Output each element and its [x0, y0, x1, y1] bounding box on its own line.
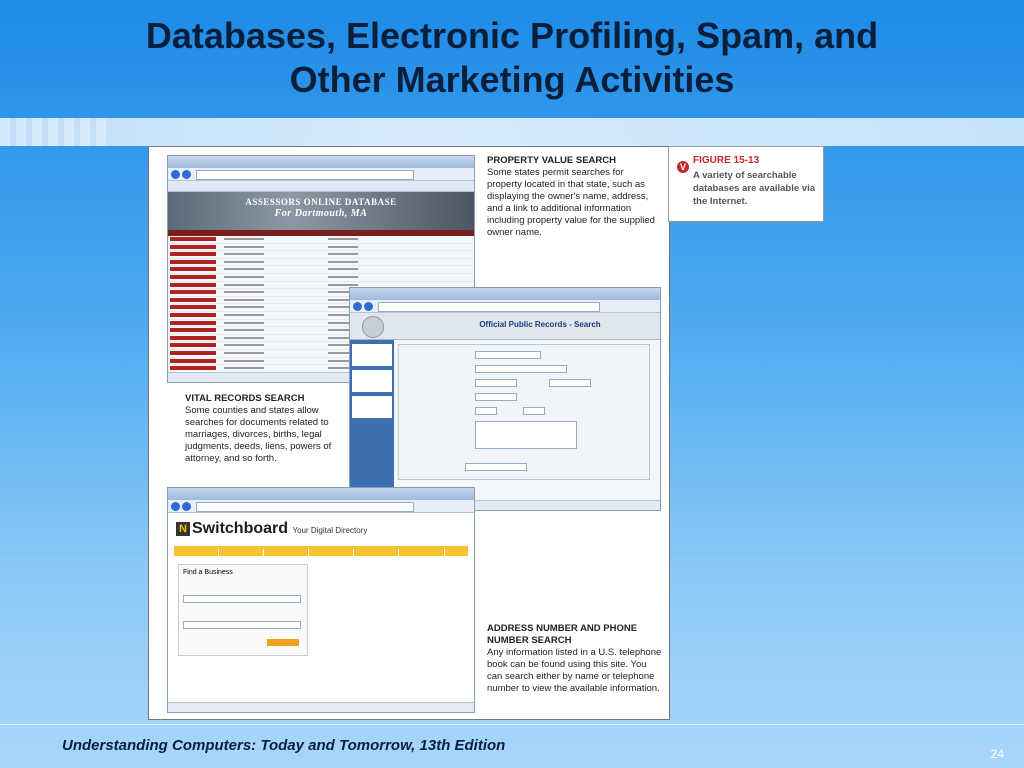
location-field[interactable] — [183, 621, 301, 629]
tab-item[interactable] — [174, 549, 219, 559]
property-body: Some states permit searches for property located in that state, such as displaying the owner's name, address, and a link to additional information including property value for the supplied owner name. — [487, 167, 655, 238]
switchboard-browser-window — [167, 487, 475, 713]
sidebar-box[interactable] — [352, 344, 392, 366]
instrument-number-field[interactable] — [465, 463, 527, 471]
business-search-box — [178, 564, 308, 656]
table-row[interactable] — [168, 244, 474, 252]
slide-title — [40, 14, 984, 102]
tab-item[interactable] — [264, 549, 309, 559]
sidebar-box[interactable] — [352, 370, 392, 392]
date-from-field[interactable] — [475, 379, 517, 387]
assessors-banner-subtitle: For Dartmouth, MA — [274, 208, 368, 219]
figure-label: FIGURE 15-13 — [693, 155, 760, 166]
business-name-field[interactable] — [183, 595, 301, 603]
records-browser-window — [349, 287, 661, 511]
vital-annotation — [185, 393, 345, 465]
back-icon[interactable] — [171, 170, 180, 179]
table-row[interactable] — [168, 259, 474, 267]
book-field[interactable] — [475, 407, 497, 415]
page-field[interactable] — [523, 407, 545, 415]
decorative-band — [0, 118, 1024, 146]
instrument-field[interactable] — [475, 393, 517, 401]
party-type-field[interactable] — [475, 365, 567, 373]
table-row[interactable] — [168, 236, 474, 244]
address-bar[interactable] — [196, 170, 414, 180]
date-to-field[interactable] — [549, 379, 591, 387]
status-bar — [168, 702, 474, 712]
switchboard-logo-text: Switchboard — [192, 520, 289, 537]
address-body: Any information listed in a U.S. telephone book can be found using this site. You can search either by name or telephone number to view the available information. — [487, 647, 662, 694]
forward-icon[interactable] — [182, 502, 191, 511]
address-heading: ADDRESS NUMBER AND PHONE NUMBER SEARCH — [487, 623, 638, 646]
page-number: 24 — [990, 747, 1004, 761]
tab-item[interactable] — [354, 549, 399, 559]
back-icon[interactable] — [171, 502, 180, 511]
switchboard-logo: N Switchboard Your Digital Directory — [176, 520, 367, 538]
footer-divider — [0, 724, 1024, 725]
property-annotation — [487, 155, 661, 239]
back-icon[interactable] — [353, 302, 362, 311]
switchboard-tagline: Your Digital Directory — [292, 526, 368, 535]
window-titlebar — [168, 156, 474, 168]
switchboard-tabs — [174, 546, 468, 556]
search-button[interactable] — [267, 639, 299, 646]
assessors-banner — [168, 192, 474, 230]
forward-icon[interactable] — [364, 302, 373, 311]
county-seal-icon — [362, 316, 384, 338]
tab-item[interactable] — [399, 549, 444, 559]
window-titlebar — [350, 288, 660, 300]
table-row[interactable] — [168, 251, 474, 259]
address-bar[interactable] — [378, 302, 600, 312]
tab-item[interactable] — [219, 549, 264, 559]
forward-icon[interactable] — [182, 170, 191, 179]
vital-body: Some counties and states allow searches for documents related to marriages, divorces, births, legal judgments, deeds, liens, powers of attorney, and so forth. — [185, 405, 332, 464]
browser-tabs — [168, 181, 474, 192]
address-annotation — [487, 623, 663, 695]
business-search-heading: Find a Business — [183, 569, 233, 576]
figure-marker-icon: V — [677, 161, 689, 173]
records-header — [350, 313, 660, 340]
slide-title-line2: Other Marketing Activities — [289, 59, 735, 100]
window-titlebar — [168, 488, 474, 500]
browser-navbar — [350, 300, 660, 313]
document-type-list[interactable] — [475, 421, 577, 449]
tab-item[interactable] — [309, 549, 354, 559]
address-bar[interactable] — [196, 502, 414, 512]
sidebar-box[interactable] — [352, 396, 392, 418]
figure-caption — [668, 146, 824, 222]
records-sidebar — [350, 340, 394, 501]
records-search-form — [398, 344, 650, 480]
slide-title-line1: Databases, Electronic Profiling, Spam, and — [145, 15, 879, 56]
property-heading: PROPERTY VALUE SEARCH — [487, 155, 616, 166]
figure-panel — [148, 146, 670, 720]
party-name-field[interactable] — [475, 351, 541, 359]
vital-heading: VITAL RECORDS SEARCH — [185, 393, 305, 404]
figure-caption-text: A variety of searchable databases are available via the Internet. — [693, 170, 815, 207]
records-heading: Official Public Records - Search — [479, 320, 601, 329]
assessors-banner-title: ASSESSORS ONLINE DATABASE — [245, 197, 397, 207]
slide-footer: Understanding Computers: Today and Tomorrow, 13th Edition — [62, 737, 506, 754]
table-row[interactable] — [168, 266, 474, 274]
browser-navbar — [168, 168, 474, 181]
switchboard-page — [168, 512, 474, 703]
table-row[interactable] — [168, 274, 474, 282]
